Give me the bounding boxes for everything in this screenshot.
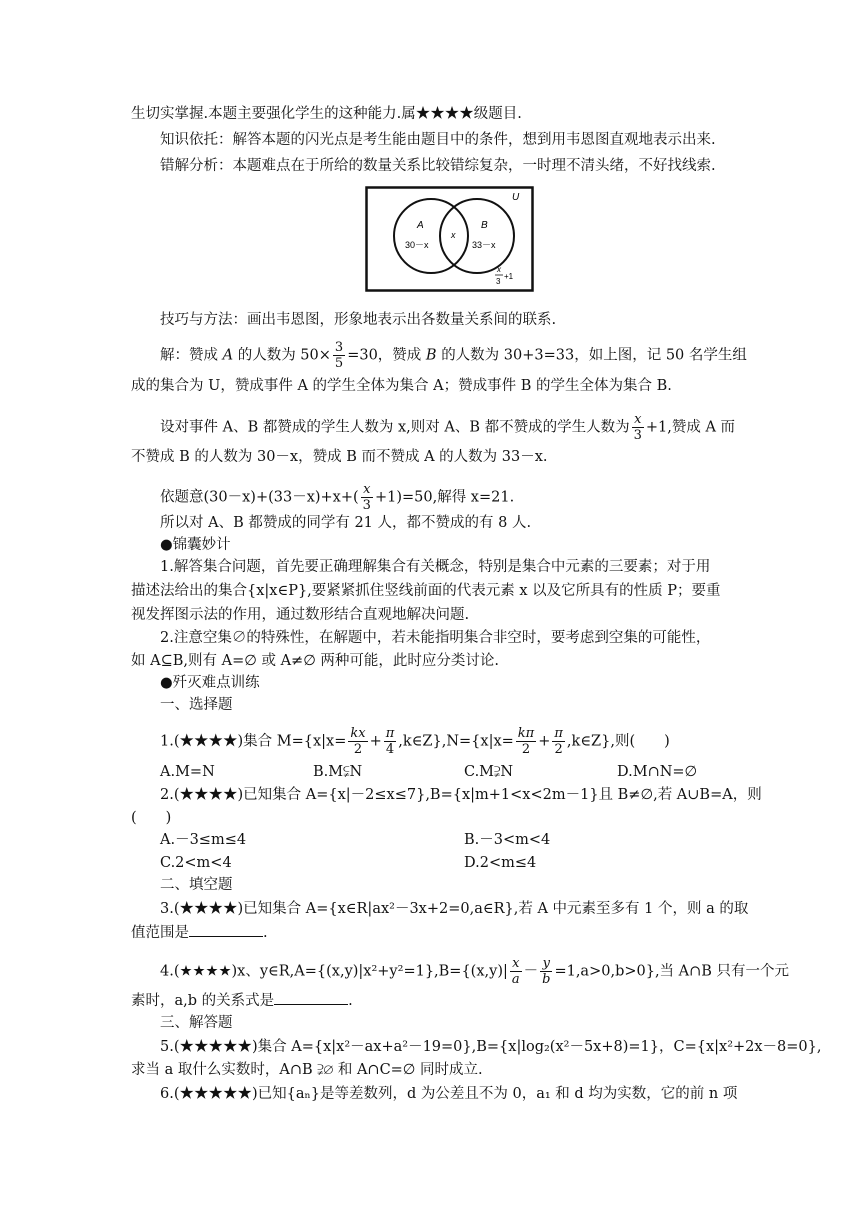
- question-3-cont: 值范围是 .: [131, 922, 268, 943]
- solution-line-6: 所以对 A、B 都赞成的同学有 21 人，都不赞成的有 8 人.: [160, 515, 532, 531]
- outside-tail: +1: [504, 272, 514, 281]
- question-4: 4.(★★★★)x、y∈R,A={(x,y)|x²+y²=1},B={(x,y)| $\frac{x}{a}$ － $\frac{y}{b}$ =1,a>0,b>0},当 A∩B 只有一个元: [160, 956, 790, 987]
- tip-line: 视发挥图示法的作用，通过数形结合直观地解决问题.: [131, 607, 470, 623]
- question-6: 6.(★★★★★)已知{aₙ}是等差数列，d 为公差且不为 0，a₁ 和 d 均为实数，它的前 n 项: [160, 1086, 738, 1102]
- outside-denominator: 3: [496, 277, 501, 286]
- q1-option-a: A.M=N: [160, 764, 215, 780]
- q1-option-c: C.M⫌N: [464, 764, 514, 780]
- question-4-cont: 素时，a,b 的关系式是 .: [131, 990, 353, 1011]
- q1-option-d: D.M∩N=∅: [617, 764, 698, 780]
- question-5-cont: 求当 a 取什么实数时，A∩B ⫌∅ 和 A∩C=∅ 同时成立.: [131, 1062, 483, 1078]
- outside-numerator: x: [497, 265, 501, 274]
- q2-option-a: A.－3≤m≤4: [160, 832, 247, 848]
- tip-line: 如 A⊆B,则有 A=∅ 或 A≠∅ 两种可能，此时应分类讨论.: [131, 653, 500, 669]
- solution-line-4: 不赞成 B 的人数为 30－x，赞成 B 而不赞成 A 的人数为 33－x.: [131, 449, 548, 465]
- solution-line-5: 依题意(30－x)+(33－x)+x+( $\frac{x}{3}$ +1)=50,解得 x=21.: [160, 482, 515, 513]
- solution-line-1: 解：赞成 A 的人数为 50× $\frac{3}{5}$ =30，赞成 B 的人数为 30+3=33，如上图，记 50 名学生组: [160, 340, 747, 371]
- label-b: B: [481, 220, 488, 231]
- venn-diagram: [365, 186, 735, 292]
- tip-line: 描述法给出的集合{x|x∈P},要紧紧抓住竖线前面的代表元素 x 以及它所具有的性质 P；要重: [131, 583, 721, 599]
- fraction-x-3: $\frac{x}{3}$: [633, 412, 642, 443]
- question-3: 3.(★★★★)已知集合 A={x∈R|ax²－3x+2=0,a∈R},若 A 中元素至多有 1 个，则 a 的取: [160, 901, 749, 917]
- section-heading-tips: ●锦囊妙计: [160, 537, 231, 553]
- set-a-circle: [394, 199, 468, 273]
- text-line: 生切实掌握.本题主要强化学生的这种能力.属★★★★级题目.: [131, 106, 522, 122]
- answer-blank: [189, 922, 263, 937]
- question-2: 2.(★★★★)已知集合 A={x|－2≤x≤7},B={x|m+1<x<2m－1}且 B≠∅,若 A∪B=A，则: [160, 787, 762, 803]
- answer-blank: [274, 990, 348, 1005]
- region-intersection: x: [451, 230, 456, 240]
- question-2-cont: ( ): [131, 810, 172, 826]
- tip-line: 1.解答集合问题，首先要正确理解集合有关概念，特别是集合中元素的三要素；对于用: [160, 559, 711, 575]
- q2-option-b: B.－3<m<4: [464, 832, 551, 848]
- section-answer: 三、解答题: [160, 1015, 233, 1031]
- section-heading-training: ●歼灭难点训练: [160, 675, 260, 691]
- knowledge-basis: 知识依托：解答本题的闪光点是考生能由题目中的条件，想到用韦恩图直观地表示出来.: [160, 132, 716, 148]
- section-fill: 二、填空题: [160, 877, 233, 893]
- fraction-3-5: $\frac{3}{5}$: [334, 340, 344, 371]
- question-5: 5.(★★★★★)集合 A={x|x²－ax+a²－19=0},B={x|log₂(x²－5x+8)=1}，C={x|x²+2x－8=0},: [160, 1039, 822, 1055]
- q2-option-c: C.2<m<4: [160, 855, 232, 871]
- section-choice: 一、选择题: [160, 697, 233, 713]
- region-a-only: 30－x: [405, 240, 429, 250]
- q1-option-b: B.M⫋N: [313, 764, 363, 780]
- solution-line-3: 设对事件 A、B 都赞成的学生人数为 x,则对 A、B 都不赞成的学生人数为 $\frac{x}{3}$ +1,赞成 A 而: [160, 412, 736, 443]
- region-b-only: 33－x: [472, 240, 496, 250]
- label-u: U: [512, 192, 520, 203]
- q2-option-d: D.2<m≤4: [464, 855, 537, 871]
- solution-line-2: 成的集合为 U，赞成事件 A 的学生全体为集合 A；赞成事件 B 的学生全体为集合 B.: [131, 378, 672, 394]
- question-1: 1.(★★★★)集合 M={x|x= $\frac{kx}{2}$ + $\frac{\pi}{4}$ ,k∈Z},N={x|x= $\frac{k\pi}{2}$ + $\frac{\pi}{2}$ ,k∈Z},则( ): [160, 726, 670, 757]
- error-analysis: 错解分析：本题难点在于所给的数量关系比较错综复杂，一时理不清头绪，不好找线索.: [160, 158, 716, 174]
- tip-line: 2.注意空集∅的特殊性，在解题中，若未能指明集合非空时，要考虑到空集的可能性，: [160, 630, 711, 646]
- method-line: 技巧与方法：画出韦恩图，形象地表示出各数量关系间的联系.: [160, 312, 557, 328]
- fraction-x-3: $\frac{x}{3}$: [362, 482, 371, 513]
- label-a: A: [417, 220, 424, 231]
